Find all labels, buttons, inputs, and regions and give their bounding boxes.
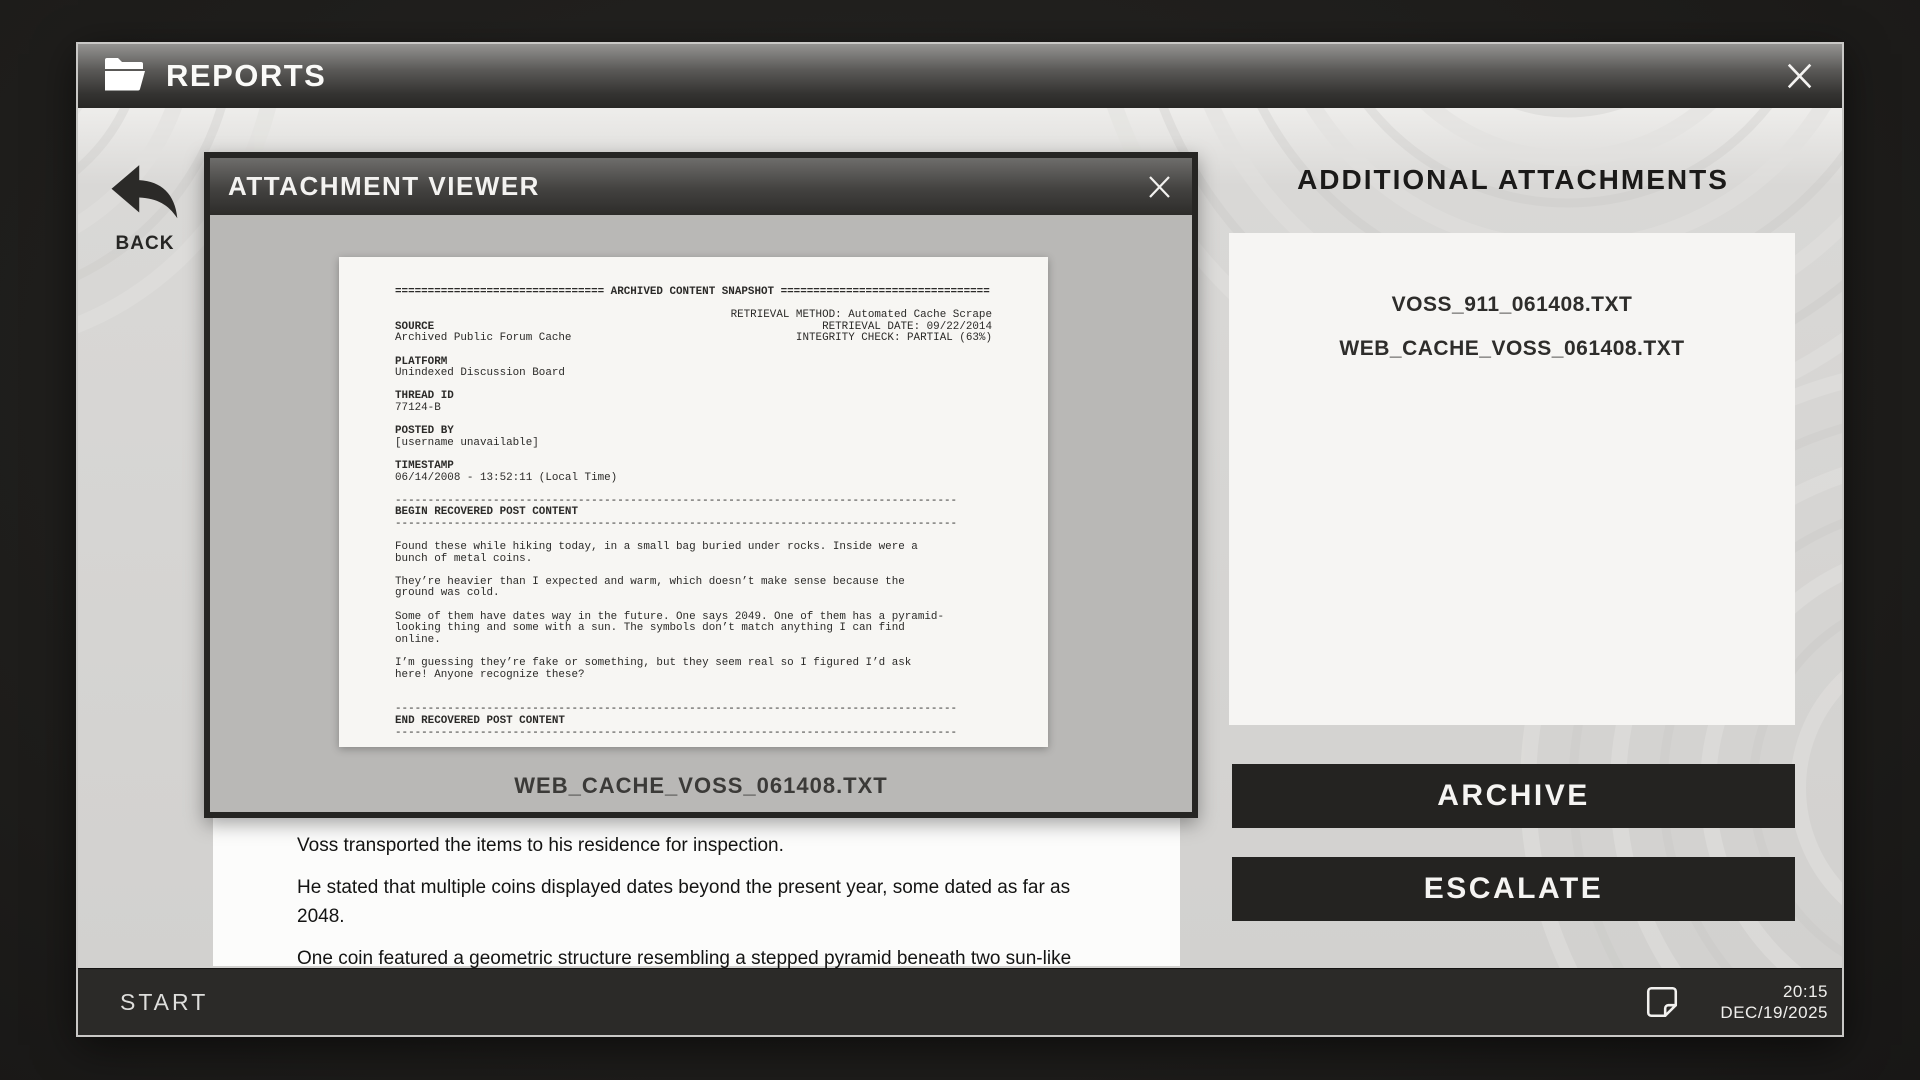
document-line: -------------------------------------------------------------------------------------- bbox=[395, 726, 958, 739]
attachment-file-item[interactable]: VOSS_911_061408.TXT bbox=[1391, 293, 1633, 316]
document-line: END RECOVERED POST CONTENT bbox=[395, 714, 565, 727]
document-line: 77124-B bbox=[395, 401, 441, 414]
report-paragraph: Voss transported the items to his residence for inspection. bbox=[297, 835, 784, 856]
document-line: -------------------------------------------------------------------------------------- bbox=[395, 494, 958, 507]
document-line: -------------------------------------------------------------------------------------- bbox=[395, 517, 958, 530]
attachment-viewer-window bbox=[204, 152, 1198, 818]
document-line: BEGIN RECOVERED POST CONTENT bbox=[395, 506, 578, 519]
document-line: 06/14/2008 - 13:52:11 (Local Time) bbox=[395, 471, 618, 484]
taskbar-clock bbox=[1720, 981, 1828, 1023]
document-line: Unindexed Discussion Board bbox=[395, 367, 565, 380]
folder-icon bbox=[102, 55, 148, 98]
document-line: -------------------------------------------------------------------------------------- bbox=[395, 703, 958, 716]
document-line: PLATFORM bbox=[395, 355, 448, 368]
window-title: REPORTS bbox=[166, 58, 327, 93]
clock-time: 20:15 bbox=[1782, 982, 1828, 1001]
attachment-viewer-title: ATTACHMENT VIEWER bbox=[228, 171, 540, 201]
document-line: RETRIEVAL METHOD: Automated Cache Scrape bbox=[730, 309, 992, 322]
document-line: ================================ ARCHIVED CONTENT SNAPSHOT ================================ bbox=[395, 286, 990, 298]
reports-window bbox=[78, 44, 1842, 1035]
report-paragraph: One coin featured a geometric structure resembling a stepped pyramid beneath two sun-like bbox=[297, 948, 1072, 968]
document-line: I’m guessing they’re fake or something, but they seem real so I figured I’d ask bbox=[395, 657, 912, 669]
document-line bbox=[395, 345, 992, 357]
document-line: ground was cold. bbox=[395, 587, 500, 600]
document-line bbox=[395, 415, 992, 427]
report-paragraph: He stated that multiple coins displayed dates beyond the present year, some dated as far as 2048. bbox=[297, 877, 1071, 927]
reports-content bbox=[78, 108, 1842, 968]
document-line: POSTED BY bbox=[395, 425, 454, 438]
document-line: [username unavailable] bbox=[395, 436, 539, 449]
additional-attachments-panel bbox=[1229, 233, 1795, 725]
document-line: looking thing and some with a sun. The symbols don’t match anything I can find bbox=[395, 622, 905, 635]
start-button[interactable]: START bbox=[120, 988, 209, 1015]
escalate-button[interactable]: ESCALATE bbox=[1232, 857, 1795, 921]
taskbar-tray bbox=[1644, 981, 1828, 1023]
close-icon[interactable] bbox=[1780, 57, 1818, 95]
document-line: THREAD ID bbox=[395, 390, 454, 403]
document-line: Found these while hiking today, in a small bag buried under rocks. Inside were a bbox=[395, 541, 918, 554]
additional-attachments-heading: ADDITIONAL ATTACHMENTS bbox=[1297, 164, 1729, 195]
document-line: online. bbox=[395, 633, 441, 646]
report-text bbox=[297, 831, 1109, 968]
taskbar bbox=[78, 968, 1842, 1035]
document-line: They’re heavier than I expected and warm, which doesn’t make sense because the bbox=[395, 575, 905, 588]
document-line: Archived Public Forum Cache INTEGRITY CHECK: PARTIAL (63%) bbox=[395, 332, 992, 345]
document-line: TIMESTAMP bbox=[395, 459, 454, 472]
note-icon[interactable] bbox=[1644, 984, 1680, 1020]
attachment-file-item[interactable]: WEB_CACHE_VOSS_061408.TXT bbox=[1339, 337, 1685, 360]
attachment-filename-caption: WEB_CACHE_VOSS_061408.TXT bbox=[514, 773, 888, 798]
attachment-viewer-body bbox=[210, 215, 1192, 812]
document-line: SOURCE RETRIEVAL DATE: 09/22/2014 bbox=[395, 320, 992, 333]
document-line: bunch of metal coins. bbox=[395, 552, 533, 565]
back-button[interactable] bbox=[105, 164, 185, 255]
document-line bbox=[395, 449, 992, 461]
back-label: BACK bbox=[115, 233, 175, 254]
document-line: Some of them have dates way in the future. One says 2049. One of them has a pyramid- bbox=[395, 610, 944, 623]
document-line: here! Anyone recognize these? bbox=[395, 668, 585, 681]
archived-snapshot-document bbox=[339, 257, 1048, 747]
back-arrow-icon bbox=[107, 211, 183, 228]
document-line bbox=[395, 681, 992, 693]
document-line bbox=[395, 380, 992, 392]
archive-button[interactable]: ARCHIVE bbox=[1232, 764, 1795, 828]
clock-date: DEC/19/2025 bbox=[1720, 1003, 1828, 1022]
attachment-viewer-titlebar bbox=[210, 158, 1192, 215]
reports-titlebar bbox=[78, 44, 1842, 108]
close-icon[interactable] bbox=[1142, 170, 1176, 204]
